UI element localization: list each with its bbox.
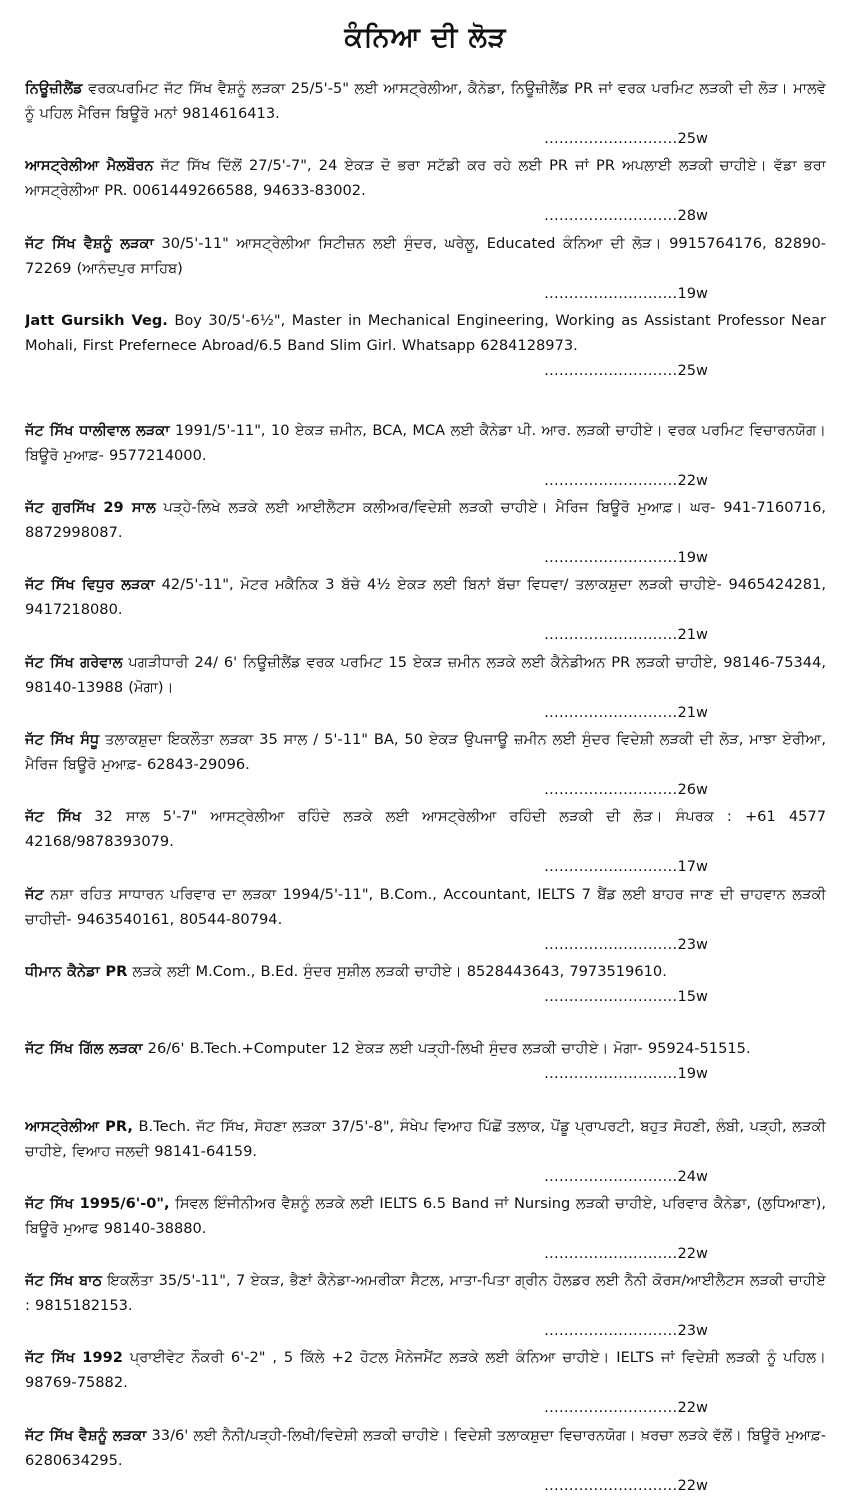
ad-lead: ਜੱਟ ਸਿੱਖ 1992 [25, 1349, 123, 1367]
ad-body: ਪਗੜੀਧਾਰੀ 24/ 6' ਨਿਊਜ਼ੀਲੈਂਡ ਵਰਕ ਪਰਮਿਟ 15 ਏਕੜ ਜ਼ਮੀਨ ਲੜਕੇ ਲਈ ਕੈਨੇਡੀਅਨ PR ਲੜਕੀ ਚਾਹੀਏ, 98146-75344, 98140-13988 (ਮੋਗਾ)। [25, 653, 826, 696]
ad-lead: ਜੱਟ ਸਿੱਖ 1995/6'-0", [25, 1194, 170, 1212]
ad-ref-code: 19w [677, 284, 708, 302]
ad-item [25, 1268, 826, 1345]
ad-ref-code: 21w [677, 626, 708, 644]
ad-item [25, 650, 826, 727]
ad-body: 42/5'-11", ਮੋਟਰ ਮਕੈਨਿਕ 3 ਬੱਚੇ 4½ ਏਕੜ ਲਈ ਬਿਨਾਂ ਬੱਚਾ ਵਿਧਵਾ/ ਤਲਾਕਸ਼ੁਦਾ ਲੜਕੀ ਚਾਹੀਏ- 9465424281, 9417218080. [25, 576, 826, 619]
ad-body: 26/6' B.Tech.+Computer 12 ਏਕੜ ਲਈ ਪੜ੍ਹੀ-ਲਿਖੀ ਸੁੰਦਰ ਲੜਕੀ ਚਾਹੀਏ। ਮੋਗਾ- 95924-51515. [142, 1040, 751, 1058]
ad-ref-code: 22w [677, 1244, 708, 1262]
ad-body: ਪ੍ਰਾਈਵੇਟ ਨੌਕਰੀ 6'-2" , 5 ਕਿੱਲੇ +2 ਹੋਟਲ ਮੈਨੇਜਮੈਂਟ ਲੜਕੇ ਲਈ ਕੰਨਿਆ ਚਾਹੀਏ। IELTS ਜਾਂ ਵਿਦੇਸ਼ੀ ਲੜਕੀ ਨੂੰ ਪਹਿਲ। 98769-75882. [25, 1349, 826, 1392]
page-title: ਕੰਨਿਆ ਦੀ ਲੋੜ [344, 22, 507, 53]
ad-ref-line [25, 622, 826, 647]
ad-lead: ਜੱਟ ਸਿੱਖ ਬਾਠ [25, 1272, 102, 1290]
ad-lead: ਜੱਟ ਸਿੱਖ ਵੈਸ਼ਨੂੰ ਲੜਕਾ [25, 234, 154, 252]
ad-dots: ........................... [544, 1399, 678, 1417]
ad-dots: ........................... [544, 1065, 678, 1083]
ad-ref-code: 17w [677, 858, 708, 876]
ad-text [25, 650, 826, 700]
ad-ref-code: 15w [677, 987, 708, 1005]
ad-text [25, 1268, 826, 1318]
ad-item [25, 882, 826, 959]
ad-item [25, 1423, 826, 1500]
ad-body: ਵਰਕਪਰਮਿਟ ਜੱਟ ਸਿੱਖ ਵੈਸ਼ਨੂੰ ਲੜਕਾ 25/5'-5" ਲਈ ਆਸਟ੍ਰੇਲੀਆ, ਕੈਨੇਡਾ, ਨਿਊਜ਼ੀਲੈਂਡ PR ਜਾਂ ਵਰਕ ਪਰਮਿਟ ਲੜਕੀ ਦੀ ਲੋੜ। ਮਾਲਵੇ ਨੂੰ ਪਹਿਲ ਮੈਰਿਜ ਬਿਊਰੋ ਮਨਾਂ 9814616413. [25, 80, 826, 122]
ad-body: 32 ਸਾਲ 5'-7" ਆਸਟ੍ਰੇਲੀਆ ਰਹਿੰਦੇ ਲੜਕੇ ਲਈ ਆਸਟ੍ਰੇਲੀਆ ਰਹਿੰਦੀ ਲੜਕੀ ਦੀ ਲੋੜ। ਸੰਪਰਕ : +61 4577 42168/9878393079. [25, 808, 826, 851]
ad-ref-code: 23w [677, 1322, 708, 1340]
ad-text [25, 959, 826, 984]
ad-item [25, 1191, 826, 1268]
ad-lead: ਜੱਟ ਸਿੱਖ ਗਰੇਵਾਲ [25, 653, 123, 671]
ad-body: ਪੜ੍ਹੇ-ਲਿਖੇ ਲੜਕੇ ਲਈ ਆਈਲੈਟਸ ਕਲੀਅਰ/ਵਿਦੇਸ਼ੀ ਲੜਕੀ ਚਾਹੀਏ। ਮੈਰਿਜ ਬਿਊਰੋ ਮੁਆਫ਼। ਘਰ- 941-7160716, 8872998087. [25, 499, 826, 542]
ad-item [25, 572, 826, 649]
ad-item [25, 495, 826, 572]
ad-ref-code: 21w [677, 703, 708, 721]
ad-lead: ਜੱਟ ਸਿੱਖ ਗਿੱਲ ਲੜਕਾ [25, 1040, 143, 1058]
ad-body: 30/5'-11" ਆਸਟ੍ਰੇਲੀਆ ਸਿਟੀਜ਼ਨ ਲਈ ਸੁੰਦਰ, ਘਰੇਲੂ, Educated ਕੰਨਿਆ ਦੀ ਲੋੜ। 9915764176, 82890-72269 (ਆਨੰਦਪੁਰ ਸਾਹਿਬ) [25, 234, 826, 277]
ad-ref-line [25, 700, 826, 725]
ad-dots: ........................... [544, 987, 678, 1005]
ad-ref-line [25, 984, 826, 1009]
ad-item [25, 153, 826, 230]
ad-ref-code: 22w [677, 1399, 708, 1417]
ad-ref-line [25, 932, 826, 957]
ad-dots: ........................... [544, 284, 678, 302]
ad-lead: ਜੱਟ [25, 885, 44, 903]
ad-text [25, 231, 826, 281]
ad-dots: ........................... [544, 626, 678, 644]
ad-ref-code: 25w [677, 361, 708, 379]
ad-ref-code: 19w [677, 549, 708, 567]
ad-ref-line [25, 1395, 826, 1420]
ad-text [25, 495, 826, 545]
ad-ref-line [25, 203, 826, 228]
ad-ref-line [25, 468, 826, 493]
ad-dots: ........................... [544, 549, 678, 567]
ad-lead: ਜੱਟ ਸਿੱਖ ਸੰਧੂ [25, 731, 100, 749]
ad-dots: ........................... [544, 1244, 678, 1262]
ad-dots: ........................... [544, 1476, 678, 1494]
ad-item [25, 727, 826, 804]
ad-ref-line [25, 545, 826, 570]
ad-body: ਨਸ਼ਾ ਰਹਿਤ ਸਾਧਾਰਨ ਪਰਿਵਾਰ ਦਾ ਲੜਕਾ 1994/5'-11", B.Com., Accountant, IELTS 7 ਬੈਂਡ ਲਈ ਬਾਹਰ ਜਾਣ ਦੀ ਚਾਹਵਾਨ ਲੜਕੀ ਚਾਹੀਦੀ- 9463540161, 80544-80794. [25, 885, 826, 928]
ad-dots: ........................... [544, 858, 678, 876]
ad-lead: Jatt Gursikh Veg. [25, 311, 168, 329]
ad-item [25, 308, 826, 418]
ad-text [25, 1191, 826, 1241]
ad-ref-code: 22w [677, 471, 708, 489]
ad-ref-line [25, 777, 826, 802]
ad-body: ਤਲਾਕਸ਼ੁਦਾ ਇਕਲੌਤਾ ਲੜਕਾ 35 ਸਾਲ / 5'-11" BA, 50 ਏਕੜ ਉਪਜਾਊ ਜ਼ਮੀਨ ਲਈ ਸੁੰਦਰ ਵਿਦੇਸ਼ੀ ਲੜਕੀ ਦੀ ਲੋੜ, ਮਾਝਾ ਏਰੀਆ, ਮੈਰਿਜ ਬਿਊਰੋ ਮੁਆਫ਼- 62843-29096. [25, 731, 826, 774]
ad-ref-code: 19w [677, 1065, 708, 1083]
ad-dots: ........................... [544, 1322, 678, 1340]
ad-lead: ਜੱਟ ਗੁਰਸਿੱਖ 29 ਸਾਲ [25, 499, 156, 517]
ad-body: 1991/5'-11", 10 ਏਕੜ ਜ਼ਮੀਨ, BCA, MCA ਲਈ ਕੈਨੇਡਾ ਪੀ. ਆਰ. ਲੜਕੀ ਚਾਹੀਏ। ਵਰਕ ਪਰਮਿਟ ਵਿਚਾਰਨਯੋਗ। ਬਿਊਰੋ ਮੁਆਫ਼- 9577214000. [25, 421, 826, 464]
ad-ref-line [25, 358, 826, 383]
ad-ref-code: 28w [677, 207, 708, 225]
ad-text [25, 572, 826, 622]
ad-text [25, 1345, 826, 1395]
ad-lead: ਧੀਮਾਨ ਕੈਨੇਡਾ PR [25, 962, 128, 980]
ad-text [25, 76, 826, 126]
ad-ref-line [25, 1164, 826, 1189]
ad-item [25, 231, 826, 308]
ad-text [25, 418, 826, 468]
ad-lead: ਜੱਟ ਸਿੱਖ [25, 808, 82, 826]
ad-lead: ਆਸਟ੍ਰੇਲੀਆ ਮੈਲਬੌਰਨ [25, 157, 154, 175]
ad-item [25, 418, 826, 495]
ad-ref-code: 24w [677, 1167, 708, 1185]
ads-list [25, 76, 826, 1500]
ad-ref-line [25, 126, 826, 151]
ad-lead: ਜੱਟ ਸਿੱਖ ਧਾਲੀਵਾਲ ਲੜਕਾ [25, 421, 170, 439]
ad-dots: ........................... [544, 1167, 678, 1185]
ad-item [25, 804, 826, 881]
ad-ref-code: 22w [677, 1476, 708, 1494]
ad-ref-line [25, 854, 826, 879]
ad-lead: ਨਿਊਜ਼ੀਲੈਂਡ [25, 80, 83, 97]
ad-dots: ........................... [544, 471, 678, 489]
ad-text [25, 153, 826, 203]
ad-dots: ........................... [544, 703, 678, 721]
ad-lead: ਜੱਟ ਸਿੱਖ ਵੈਸ਼ਨੂੰ ਲੜਕਾ [25, 1426, 147, 1444]
ad-ref-line [25, 1318, 826, 1343]
ad-text [25, 1036, 826, 1061]
ad-body: ਜੱਟ ਸਿੱਖ ਦਿੱਲੋਂ 27/5'-7", 24 ਏਕੜ ਦੋ ਭਰਾ ਸਟੱਡੀ ਕਰ ਰਹੇ ਲਈ PR ਜਾਂ PR ਅਪਲਾਈ ਲੜਕੀ ਚਾਹੀਏ। ਵੱਡਾ ਭਰਾ ਆਸਟ੍ਰੇਲੀਆ PR. 0061449266588, 94633-83002. [25, 157, 826, 200]
ad-dots: ........................... [544, 935, 678, 953]
ad-lead: ਆਸਟ੍ਰੇਲੀਆ PR, [25, 1117, 133, 1135]
ad-item [25, 959, 826, 1036]
ad-body: ਇਕਲੌਤਾ 35/5'-11", 7 ਏਕੜ, ਭੈਣਾਂ ਕੈਨੇਡਾ-ਅਮਰੀਕਾ ਸੈਟਲ, ਮਾਤਾ-ਪਿਤਾ ਗ੍ਰੀਨ ਹੋਲਡਰ ਲਈ ਨੈਨੀ ਕੋਰਸ/ਆਈਲੈਟਸ ਲੜਕੀ ਚਾਹੀਏ : 9815182153. [25, 1272, 826, 1315]
ad-dots: ........................... [544, 130, 678, 147]
ad-dots: ........................... [544, 361, 678, 379]
ad-dots: ........................... [544, 207, 678, 225]
ad-item [25, 76, 826, 153]
ad-ref-line [25, 1241, 826, 1266]
ad-ref-code: 26w [677, 781, 708, 799]
ad-dots: ........................... [544, 781, 678, 799]
ad-lead: ਜੱਟ ਸਿੱਖ ਵਿਧੁਰ ਲੜਕਾ [25, 576, 155, 594]
ad-body: 33/6' ਲਈ ਨੈਨੀ/ਪੜ੍ਹੀ-ਲਿਖੀ/ਵਿਦੇਸ਼ੀ ਲੜਕੀ ਚਾਹੀਏ। ਵਿਦੇਸ਼ੀ ਤਲਾਕਸ਼ੁਦਾ ਵਿਚਾਰਨਯੋਗ। ਖ਼ਰਚਾ ਲੜਕੇ ਵੱਲੋਂ। ਬਿਊਰੋ ਮੁਆਫ਼- 6280634295. [25, 1426, 826, 1469]
ad-body: B.Tech. ਜੱਟ ਸਿੱਖ, ਸੋਹਣਾ ਲੜਕਾ 37/5'-8", ਸੰਖੇਪ ਵਿਆਹ ਪਿੱਛੋਂ ਤਲਾਕ, ਪੋਂਡੂ ਪ੍ਰਾਪਰਟੀ, ਬਹੁਤ ਸੋਹਣੀ, ਲੰਬੀ, ਪੜ੍ਹੀ, ਲੜਕੀ ਚਾਹੀਏ, ਵਿਆਹ ਜਲਦੀ 98141-64159. [25, 1117, 826, 1160]
ad-ref-line [25, 281, 826, 306]
ad-ref-code: 25w [677, 130, 708, 147]
ad-text [25, 1114, 826, 1164]
ad-ref-line [25, 1473, 826, 1498]
ad-ref-code: 23w [677, 935, 708, 953]
ad-body: Boy 30/5'-6½", Master in Mechanical Engineering, Working as Assistant Professor Near Mohali, First Prefernece Abroad/6.5 Band Slim Girl. Whatsapp 6284128973. [25, 311, 826, 354]
ad-text [25, 804, 826, 854]
ad-ref-line [25, 1061, 826, 1086]
ad-text [25, 1423, 826, 1473]
ad-body: ਸਿਵਲ ਇੰਜੀਨੀਅਰ ਵੈਸ਼ਨੂੰ ਲੜਕੇ ਲਈ IELTS 6.5 Band ਜਾਂ Nursing ਲੜਕੀ ਚਾਹੀਏ, ਪਰਿਵਾਰ ਕੈਨੇਡਾ, (ਲੁਧਿਆਣਾ), ਬਿਊਰੋ ਮੁਆਫ 98140-38880. [25, 1194, 826, 1237]
ad-item [25, 1036, 826, 1113]
ad-item [25, 1114, 826, 1191]
ad-text [25, 727, 826, 777]
ad-text [25, 882, 826, 932]
ad-text [25, 308, 826, 358]
ad-body: ਲੜਕੇ ਲਈ M.Com., B.Ed. ਸੁੰਦਰ ਸੁਸ਼ੀਲ ਲੜਕੀ ਚਾਹੀਏ। 8528443643, 7973519610. [127, 962, 667, 980]
ad-item [25, 1345, 826, 1422]
